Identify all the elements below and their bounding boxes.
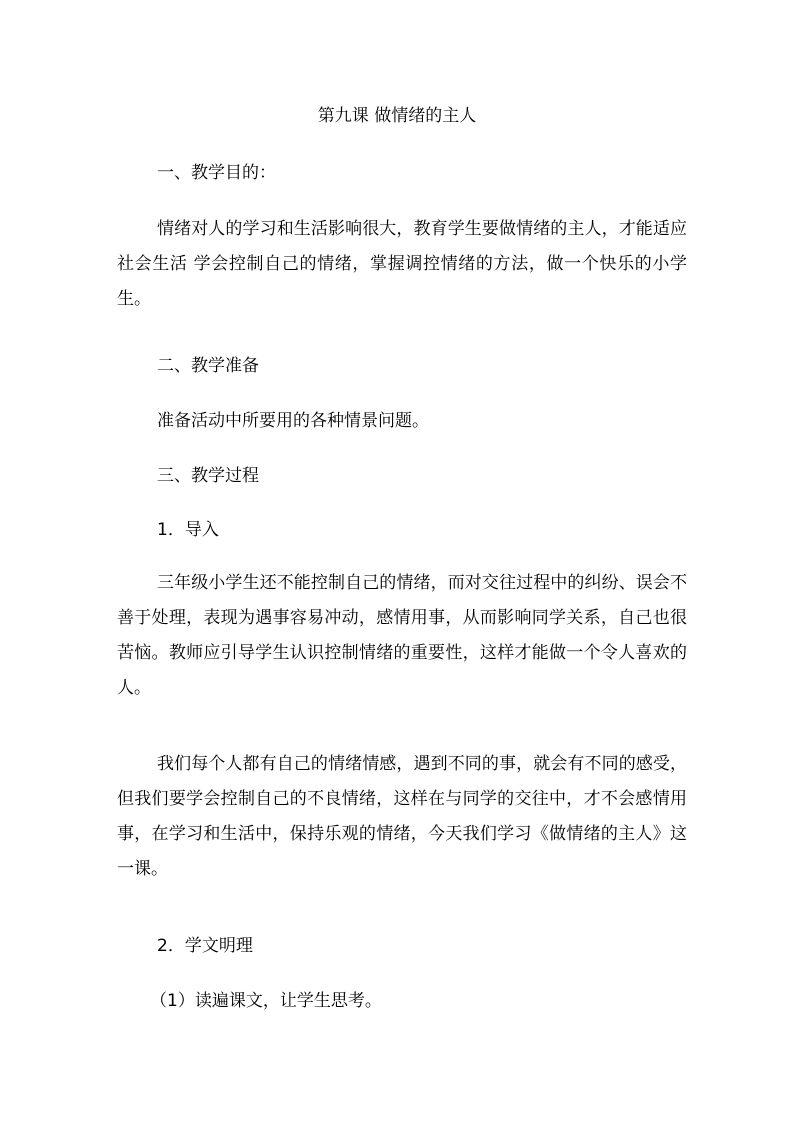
section-heading-process: 三、教学过程 [157, 466, 259, 486]
objectives-paragraph: 情绪对人的学习和生活影响很大，教育学生要做情绪的主人，才能适应社会生活 学会控制自己的情绪，掌握调控情绪的方法，做一个快乐的小学生。 [117, 219, 687, 309]
document-title: 第九课 做情绪的主人 [317, 106, 477, 126]
section-heading-preparation: 二、教学准备 [157, 356, 259, 376]
section-heading-objectives: 一、教学目的： [157, 163, 276, 183]
preparation-paragraph: 准备活动中所要用的各种情景问题。 [157, 411, 429, 431]
step-heading-study: 2．学文明理 [157, 936, 253, 956]
study-item-1: （1）读遍课文，让学生思考。 [150, 991, 382, 1011]
step-heading-introduction: 1．导入 [157, 520, 219, 540]
introduction-paragraph-2: 我们每个人都有自己的情绪情感，遇到不同的事，就会有不同的感受，但我们要学会控制自己的不良情绪，这样在与同学的交往中，才不会感情用事，在学习和生活中，保持乐观的情绪，今天我们学习《做情绪的主人》这一课。 [117, 754, 687, 879]
introduction-paragraph-1: 三年级小学生还不能控制自己的情绪，而对交往过程中的纠纷、误会不善于处理，表现为遇事容易冲动，感情用事，从而影响同学关系，自己也很苦恼。教师应引导学生认识控制情绪的重要性，这样才能做一个令人喜欢的人。 [117, 573, 687, 698]
